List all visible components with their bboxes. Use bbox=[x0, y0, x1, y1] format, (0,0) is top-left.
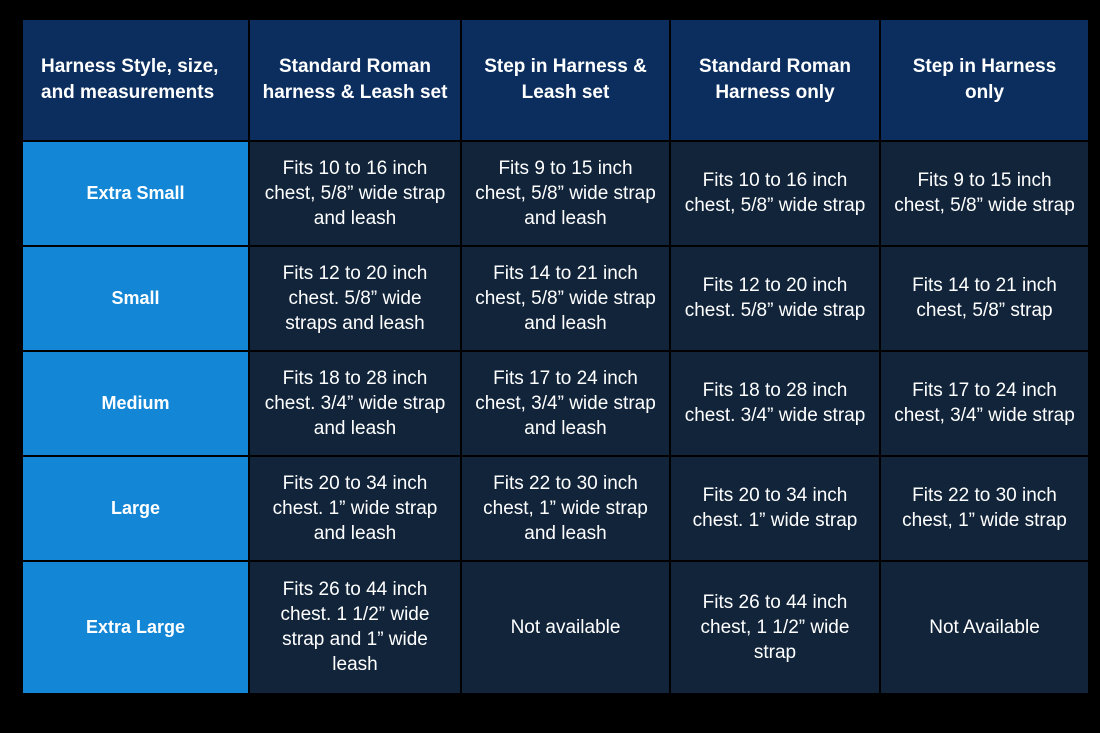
column-header-standard-roman-harness-only: Standard Roman Harness only bbox=[671, 20, 879, 140]
size-chart-container bbox=[21, 18, 1080, 695]
column-header-step-in-harness-only: Step in Harness only bbox=[881, 20, 1088, 140]
row-label-small: Small bbox=[23, 247, 248, 350]
cell-extra-small-standard-roman-only: Fits 10 to 16 inch chest, 5/8” wide strap bbox=[671, 142, 879, 245]
cell-extra-small-step-in-set: Fits 9 to 15 inch chest, 5/8” wide strap and leash bbox=[462, 142, 669, 245]
table-header bbox=[23, 20, 1088, 140]
cell-small-step-in-only: Fits 14 to 21 inch chest, 5/8” strap bbox=[881, 247, 1088, 350]
cell-medium-standard-roman-only: Fits 18 to 28 inch chest. 3/4” wide strap bbox=[671, 352, 879, 455]
harness-size-chart-table bbox=[21, 18, 1090, 695]
cell-large-step-in-only: Fits 22 to 30 inch chest, 1” wide strap bbox=[881, 457, 1088, 560]
row-label-extra-large: Extra Large bbox=[23, 562, 248, 693]
table-row bbox=[23, 142, 1088, 245]
cell-large-standard-roman-only: Fits 20 to 34 inch chest. 1” wide strap bbox=[671, 457, 879, 560]
table-row bbox=[23, 562, 1088, 693]
cell-large-step-in-set: Fits 22 to 30 inch chest, 1” wide strap and leash bbox=[462, 457, 669, 560]
cell-extra-large-step-in-only: Not Available bbox=[881, 562, 1088, 693]
row-label-medium: Medium bbox=[23, 352, 248, 455]
table-row bbox=[23, 457, 1088, 560]
cell-medium-standard-roman-set: Fits 18 to 28 inch chest. 3/4” wide strap and leash bbox=[250, 352, 460, 455]
row-label-large: Large bbox=[23, 457, 248, 560]
cell-extra-large-standard-roman-only: Fits 26 to 44 inch chest, 1 1/2” wide strap bbox=[671, 562, 879, 693]
column-header-step-in-harness-leash-set: Step in Harness & Leash set bbox=[462, 20, 669, 140]
cell-medium-step-in-only: Fits 17 to 24 inch chest, 3/4” wide strap bbox=[881, 352, 1088, 455]
column-header-standard-roman-harness-leash-set: Standard Roman harness & Leash set bbox=[250, 20, 460, 140]
cell-large-standard-roman-set: Fits 20 to 34 inch chest. 1” wide strap and leash bbox=[250, 457, 460, 560]
table-row bbox=[23, 247, 1088, 350]
cell-extra-small-step-in-only: Fits 9 to 15 inch chest, 5/8” wide strap bbox=[881, 142, 1088, 245]
row-label-extra-small: Extra Small bbox=[23, 142, 248, 245]
cell-extra-large-standard-roman-set: Fits 26 to 44 inch chest. 1 1/2” wide strap and 1” wide leash bbox=[250, 562, 460, 693]
table-header-row bbox=[23, 20, 1088, 140]
cell-medium-step-in-set: Fits 17 to 24 inch chest, 3/4” wide strap and leash bbox=[462, 352, 669, 455]
cell-small-standard-roman-only: Fits 12 to 20 inch chest. 5/8” wide strap bbox=[671, 247, 879, 350]
table-row bbox=[23, 352, 1088, 455]
cell-small-step-in-set: Fits 14 to 21 inch chest, 5/8” wide strap and leash bbox=[462, 247, 669, 350]
table-body bbox=[23, 142, 1088, 693]
cell-extra-large-step-in-set: Not available bbox=[462, 562, 669, 693]
cell-extra-small-standard-roman-set: Fits 10 to 16 inch chest, 5/8” wide strap and leash bbox=[250, 142, 460, 245]
column-header-harness-style: Harness Style, size, and measurements bbox=[23, 20, 248, 140]
cell-small-standard-roman-set: Fits 12 to 20 inch chest. 5/8” wide straps and leash bbox=[250, 247, 460, 350]
